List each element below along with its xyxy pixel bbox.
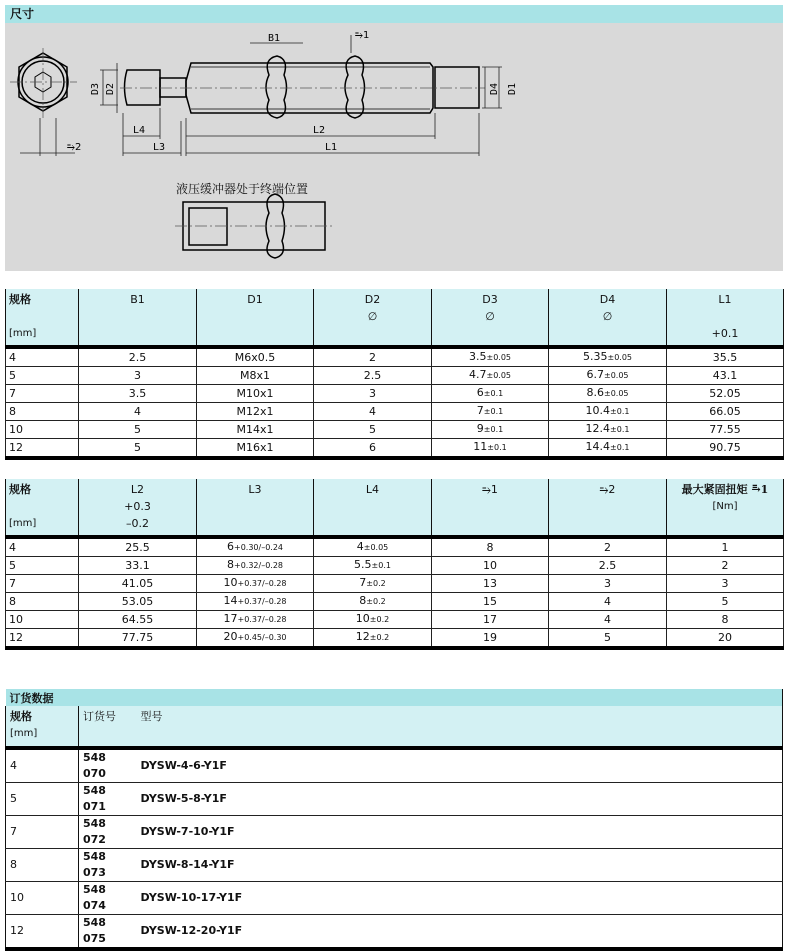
order-data-table (5, 689, 783, 951)
table-row: 7 3.5 M10x1 3 6±0.1 8.6±0.05 52.05 (6, 385, 784, 403)
piston-rod (160, 78, 186, 97)
table-row: 8 548 073 DYSW-8-14-Y1F (6, 849, 783, 882)
col-header-size: 规格 [mm] (6, 289, 79, 347)
table-row: 7 41.05 10+0.37/–0.28 7±0.2 13 3 3 (6, 575, 784, 593)
label-B1: B1 (268, 33, 281, 44)
label-wrench1: ⥱1 (355, 30, 370, 41)
table-row: 8 4 M12x1 4 7±0.1 10.4±0.1 66.05 (6, 403, 784, 421)
piston-button (125, 70, 161, 105)
col-header-size: 规格 [mm] (6, 479, 79, 537)
table-row: 5 548 071 DYSW-5-8-Y1F (6, 783, 783, 816)
label-L4: L4 (133, 125, 146, 136)
col-header-D3: D3 ∅ (432, 289, 549, 347)
table-row: 8 53.05 14+0.37/–0.28 8±0.2 15 4 5 (6, 593, 784, 611)
col-header-size: 规格 [mm] (6, 706, 79, 748)
table-header-row (6, 479, 784, 537)
table-header-row (6, 706, 783, 748)
dimensions-table-1 (5, 289, 784, 460)
label-D1: D1 (507, 82, 518, 95)
label-L2: L2 (313, 125, 326, 136)
end-position-button (189, 208, 227, 245)
col-header-wrench2: ⥱2 (549, 479, 667, 537)
col-header-L1: L1 +0.1 (667, 289, 784, 347)
dimensions-section-title: 尺寸 (5, 5, 783, 23)
col-header-part-no: 订货号 (79, 706, 137, 748)
end-cap (435, 67, 479, 108)
table-row: 5 3 M8x1 2.5 4.7±0.05 6.7±0.05 43.1 (6, 367, 784, 385)
col-header-L2: L2 +0.3 –0.2 (79, 479, 197, 537)
label-D2: D2 (105, 82, 116, 95)
table-header-row (6, 289, 784, 347)
col-header-D1: D1 (197, 289, 314, 347)
order-data-title: 订货数据 (6, 689, 783, 706)
dimension-drawing (5, 23, 783, 271)
col-header-type: 型号 (137, 706, 783, 748)
label-L1: L1 (325, 142, 338, 153)
table-row: 12 77.75 20+0.45/–0.30 12±0.2 19 5 20 (6, 629, 784, 649)
table-row: 4 25.5 6+0.30/–0.24 4±0.05 8 2 1 (6, 537, 784, 557)
table-row: 10 64.55 17+0.37/–0.28 10±0.2 17 4 8 (6, 611, 784, 629)
col-header-max-torque: 最大紧固扭矩 ⥱1 [Nm] (667, 479, 784, 537)
end-position-caption: 液压缓冲器处于终端位置 (176, 182, 309, 196)
table-row: 12 548 075 DYSW-12-20-Y1F (6, 915, 783, 950)
table-row: 12 5 M16x1 6 11±0.1 14.4±0.1 90.75 (6, 439, 784, 459)
col-header-D2: D2 ∅ (314, 289, 432, 347)
table-row: 10 548 074 DYSW-10-17-Y1F (6, 882, 783, 915)
col-header-D4: D4 ∅ (549, 289, 667, 347)
table-row: 4 548 070 DYSW-4-6-Y1F (6, 748, 783, 783)
shock-absorber-drawing (5, 23, 783, 271)
label-wrench2: ⥱2 (67, 142, 82, 153)
table-row: 4 2.5 M6x0.5 2 3.5±0.05 5.35±0.05 35.5 (6, 347, 784, 367)
label-D3: D3 (90, 82, 101, 95)
table-row: 5 33.1 8+0.32/–0.28 5.5±0.1 10 2.5 2 (6, 557, 784, 575)
col-header-L3: L3 (197, 479, 314, 537)
table-row: 10 5 M14x1 5 9±0.1 12.4±0.1 77.55 (6, 421, 784, 439)
label-L3: L3 (153, 142, 166, 153)
dimensions-table-2 (5, 479, 784, 650)
table-row: 7 548 072 DYSW-7-10-Y1F (6, 816, 783, 849)
col-header-wrench1: ⥱1 (432, 479, 549, 537)
col-header-B1: B1 (79, 289, 197, 347)
label-D4: D4 (489, 82, 500, 95)
col-header-L4: L4 (314, 479, 432, 537)
